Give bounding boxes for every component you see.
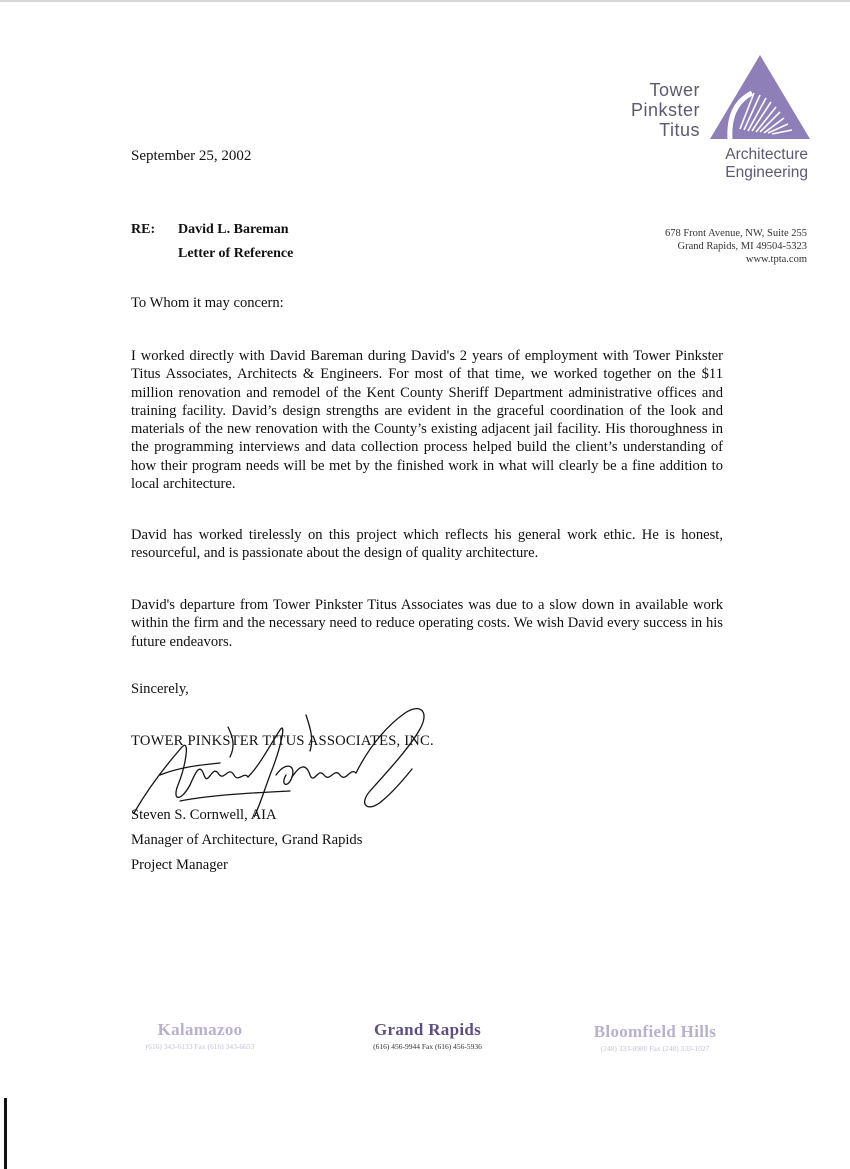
scan-edge-top	[0, 0, 850, 2]
firm-services	[700, 146, 808, 182]
office-phone: (616) 343-6133 Fax (616) 343-6653	[145, 1042, 255, 1051]
paragraph-2: David has worked tirelessly on this project which reflects his general work ethic. He is honest, resourceful, and is passionate about the design of quality architecture.	[131, 527, 723, 562]
letter-date: September 25, 2002	[131, 148, 252, 164]
office-city: Bloomfield Hills	[593, 1022, 717, 1041]
closing: Sincerely,	[131, 681, 189, 697]
firm-name-line-2: Pinkster	[630, 100, 700, 120]
signer-name: Steven S. Cornwell, AIA	[131, 807, 277, 823]
re-name: David L. Bareman	[178, 222, 289, 237]
address-website: www.tpta.com	[745, 254, 807, 265]
firm-name-line-1: Tower	[649, 80, 700, 100]
office-city: Grand Rapids	[373, 1020, 482, 1039]
firm-wordmark	[560, 80, 700, 140]
firm-name-line-3: Titus	[659, 120, 700, 140]
scan-edge-left	[4, 1098, 7, 1169]
firm-logo-icon	[710, 55, 810, 139]
paragraph-3: David's departure from Tower Pinkster Titus Associates was due to a slow down in available work within the firm and the necessary need to reduce operating costs. We wish David every success in his future endeavors.	[131, 597, 723, 650]
signer-role: Project Manager	[131, 857, 228, 873]
address-city: Grand Rapids, MI 49504-5323	[677, 241, 807, 252]
office-grand-rapids	[345, 1020, 510, 1051]
service-engineering: Engineering	[725, 164, 808, 181]
office-kalamazoo	[120, 1020, 280, 1051]
service-architecture: Architecture	[725, 146, 808, 163]
firm-address	[600, 227, 807, 266]
address-street: 678 Front Avenue, NW, Suite 255	[664, 228, 807, 239]
re-label: RE:	[131, 222, 156, 237]
office-phone: (248) 333-0980 Fax (248) 333-1027	[600, 1044, 710, 1053]
company-name: TOWER PINKSTER TITUS ASSOCIATES, INC.	[131, 733, 434, 749]
salutation: To Whom it may concern:	[131, 295, 284, 311]
office-city: Kalamazoo	[157, 1020, 243, 1039]
signer-title: Manager of Architecture, Grand Rapids	[131, 832, 363, 848]
paragraph-1: I worked directly with David Bareman during David's 2 years of employment with Tower Pinkster Titus Associates, Architects & Engineers. For most of that time, we worked together on the $11 million renovation and remodel of the Kent County Sheriff Department administrative offices and training facility. David’s design strengths are evident in the graceful coordination of the look and materials of the new renovation with the County’s existing adjacent jail facility. His thoroughness in the programming interviews and data collection process helped build the client’s understanding of how their program needs will be met by the finished work in what will clearly be a fine addition to local architecture.	[131, 348, 723, 493]
re-subject: Letter of Reference	[178, 246, 294, 261]
office-bloomfield-hills	[560, 1022, 750, 1053]
office-phone: (616) 456-9944 Fax (616) 456-5936	[373, 1042, 482, 1051]
